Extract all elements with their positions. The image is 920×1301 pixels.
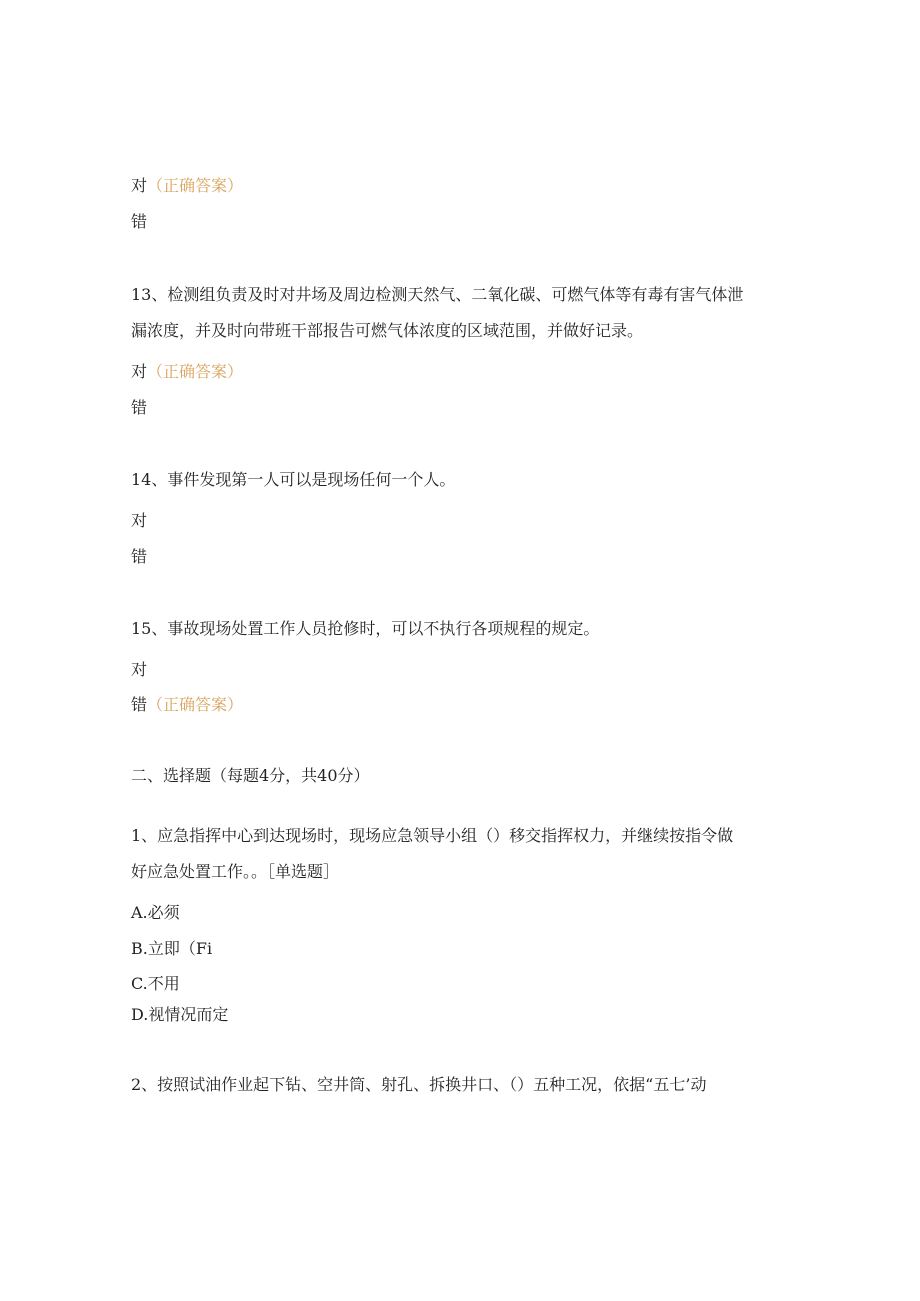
mc1-option-b: B.立即（Fi (131, 939, 213, 958)
q12-option-true-label: 对 (131, 176, 148, 195)
q13-option-false-label: 错 (131, 398, 148, 417)
q15-text: 15、事故现场处置工作人员抢修时，可以不执行各项规程的规定。 (131, 619, 600, 638)
q14-option-false-label: 错 (131, 547, 148, 566)
q13-text-line2: 漏浓度，并及时向带班干部报告可燃气体浓度的区域范围，并做好记录。 (131, 321, 644, 340)
q14-option-true-label: 对 (131, 511, 148, 530)
q13-correct-answer-marker: （正确答案） (147, 362, 244, 381)
q15-option-false-label: 错 (131, 695, 148, 714)
q15-option-true-label: 对 (131, 660, 148, 679)
q13-option-true-label: 对 (131, 362, 148, 381)
section-heading-multiple-choice: 二、选择题（每题4分，共40分） (131, 766, 370, 785)
q15-option-true (131, 660, 147, 680)
mc1-option-a: A.必须 (131, 903, 180, 922)
q15-correct-answer-marker: （正确答案） (147, 695, 244, 714)
mc2-text-line1: 2、按照试油作业起下钻、空井筒、射孔、拆换井口、（）五种工况，依据“五七’动 (131, 1075, 707, 1094)
q12-correct-answer-marker: （正确答案） (147, 176, 244, 195)
q12-option-false (131, 212, 147, 232)
q12-option-true (131, 176, 243, 196)
q14-text: 14、事件发现第一人可以是现场任何一个人。 (131, 470, 456, 489)
q15-option-false (131, 695, 243, 715)
q13-option-false (131, 398, 147, 418)
q13-text-line1: 13、检测组负责及时对井场及周边检测天然气、二氧化碳、可燃气体等有毒有害气体泄 (131, 285, 744, 304)
mc1-option-c: C.不用 (131, 974, 180, 993)
mc1-text-line1: 1、应急指挥中心到达现场时，现场应急领导小组（）移交指挥权力，并继续按指令做 (131, 826, 734, 845)
q12-option-false-label: 错 (131, 212, 148, 231)
q13-option-true (131, 362, 243, 382)
q14-option-true (131, 511, 147, 531)
q14-option-false (131, 547, 147, 567)
mc1-text-line2: 好应急处置工作。。［单选题］ (131, 862, 340, 881)
mc1-option-d: D.视情况而定 (131, 1005, 229, 1024)
